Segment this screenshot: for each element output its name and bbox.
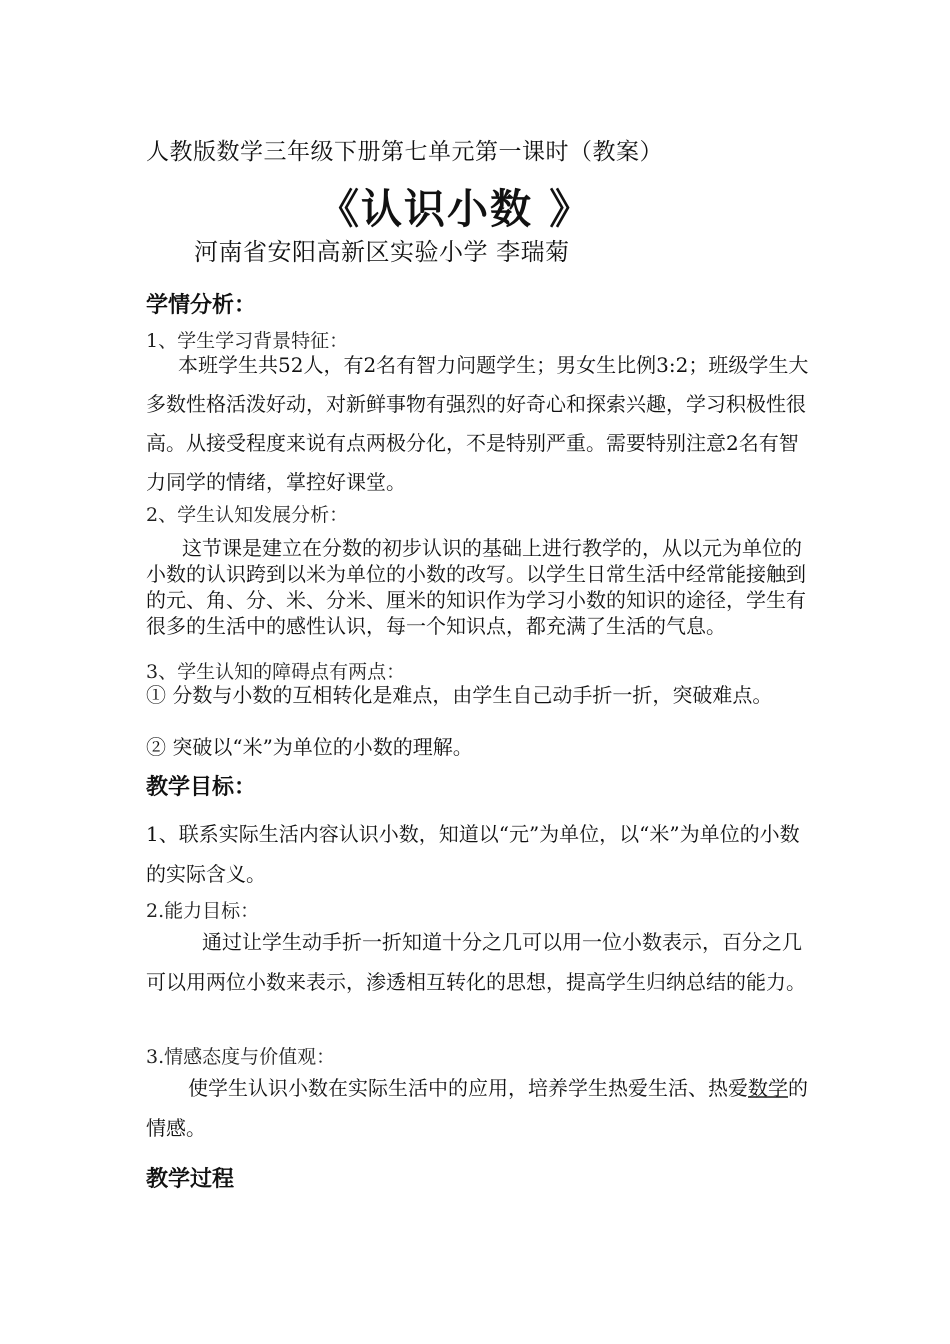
analysis-item2-label: 2、学生认知发展分析： — [146, 504, 349, 526]
analysis-item2-text: 这节课是建立在分数的初步认识的基础上进行教学的，从以元为单位的小数的认识跨到以米为单位的小数的改写。以学生日常生活中经常能接触到的元、角、分、米、分米、厘米的知识作为学习小数的知识的途径，学生有很多的生活中的感性认识，每一个知识点，都充满了生活的气息。 — [146, 536, 806, 638]
doc-header: 人教版数学三年级下册第七单元第一课时（教案） — [146, 139, 663, 165]
analysis-item1-text: 本班学生共52人，有2名有智力问题学生；男女生比例3:2；班级学生大多数性格活泼好动，对新鲜事物有强烈的好奇心和探索兴趣，学习积极性很高。从接受程度来说有点两极分化，不是特别严重。需要特别注意2名有智力同学的情绪，掌控好课堂。 — [146, 353, 809, 494]
goals-item1: 1、联系实际生活内容认识小数，知道以“元”为单位，以“米”为单位的小数的实际含义。 — [146, 822, 800, 886]
goals-heading: 教学目标： — [146, 775, 257, 800]
doc-title: 《认识小数 》 — [318, 185, 593, 233]
doc-author: 河南省安阳高新区实验小学 李瑞菊 — [194, 238, 570, 266]
goals-item3-text — [146, 1068, 810, 1148]
analysis-item1-label: 1、学生学习背景特征： — [146, 330, 349, 352]
analysis-item3-label: 3、学生认知的障碍点有两点： — [146, 661, 406, 683]
goals-item3-text-a: 使学生认识小数在实际生活中的应用，培养学生热爱生活、热爱 — [188, 1076, 748, 1100]
process-heading: 教学过程 — [146, 1167, 235, 1192]
analysis-point1: ① 分数与小数的互相转化是难点，由学生自己动手折一折，突破难点。 — [146, 683, 773, 707]
math-link[interactable]: 数学 — [748, 1076, 788, 1100]
analysis-point2: ② 突破以“米”为单位的小数的理解。 — [146, 735, 473, 759]
goals-item2-text: 通过让学生动手折一折知道十分之几可以用一位小数表示，百分之几可以用两位小数来表示，渗透相互转化的思想，提高学生归纳总结的能力。 — [146, 930, 806, 994]
goals-item2-label: 2.能力目标： — [146, 900, 260, 922]
goals-item3-text-b: 的情感。 — [146, 1076, 808, 1140]
analysis-heading: 学情分析： — [146, 293, 257, 318]
goals-item3-label: 3.情感态度与价值观： — [146, 1046, 336, 1068]
